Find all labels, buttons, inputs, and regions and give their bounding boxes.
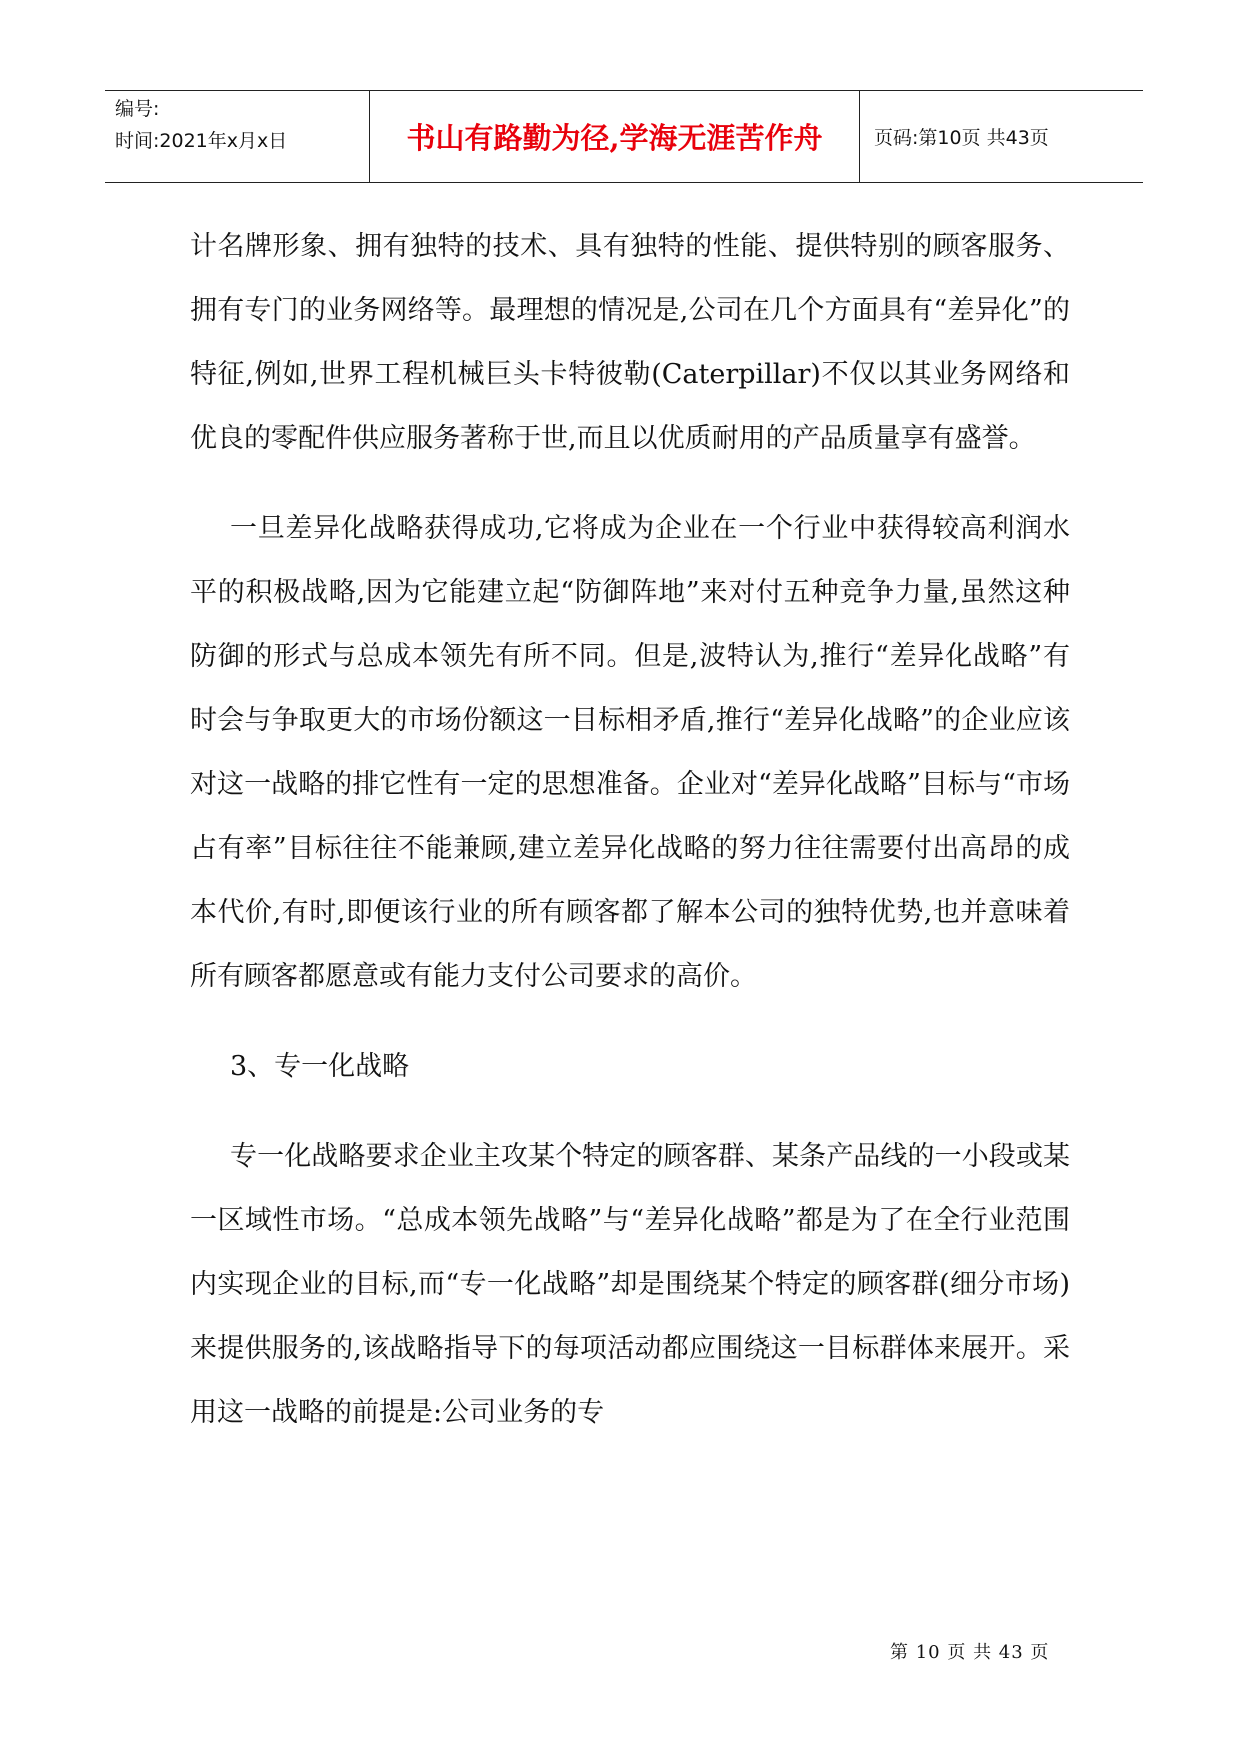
paragraph: 专一化战略要求企业主攻某个特定的顾客群、某条产品线的一小段或某一区域性市场。“总成本领先战略”与“差异化战略”都是为了在全行业范围内实现企业的目标,而“专一化战略”却是围绕某个特定的顾客群(细分市场)来提供服务的,该战略指导下的每项活动都应围绕这一目标群体来展开。采用这一战略的前提是:公司业务的专: [190, 1141, 1070, 1428]
page-footer: 第 10 页 共 43 页: [890, 1642, 1050, 1663]
document-body: [190, 215, 1070, 1445]
section-heading: 3、专一化战略: [230, 1051, 410, 1082]
header-meta: [105, 91, 370, 182]
header-motto: 书山有路勤为径,学海无涯苦作舟: [370, 91, 860, 182]
document-time-label: 时间:2021年x月x日: [115, 130, 288, 152]
document-number-label: 编号:: [115, 98, 160, 120]
header-page-number: 页码:第10页 共43页: [874, 127, 1049, 149]
paragraph-continuation: 计名牌形象、拥有独特的技术、具有独特的性能、提供特别的顾客服务、拥有专门的业务网络等。最理想的情况是,公司在几个方面具有“差异化”的特征,例如,世界工程机械巨头卡特彼勒(Caterpillar)不仅以其业务网络和优良的零配件供应服务著称于世,而且以优质耐用的产品质量享有盛誉。: [190, 231, 1070, 454]
page-header: [105, 90, 1143, 183]
paragraph: 一旦差异化战略获得成功,它将成为企业在一个行业中获得较高利润水平的积极战略,因为它能建立起“防御阵地”来对付五种竞争力量,虽然这种防御的形式与总成本领先有所不同。但是,波特认为,推行“差异化战略”有时会与争取更大的市场份额这一目标相矛盾,推行“差异化战略”的企业应该对这一战略的排它性有一定的思想准备。企业对“差异化战略”目标与“市场占有率”目标往往不能兼顾,建立差异化战略的努力往往需要付出高昂的成本代价,有时,即便该行业的所有顾客都了解本公司的独特优势,也并意味着所有顾客都愿意或有能力支付公司要求的高价。: [190, 513, 1070, 992]
